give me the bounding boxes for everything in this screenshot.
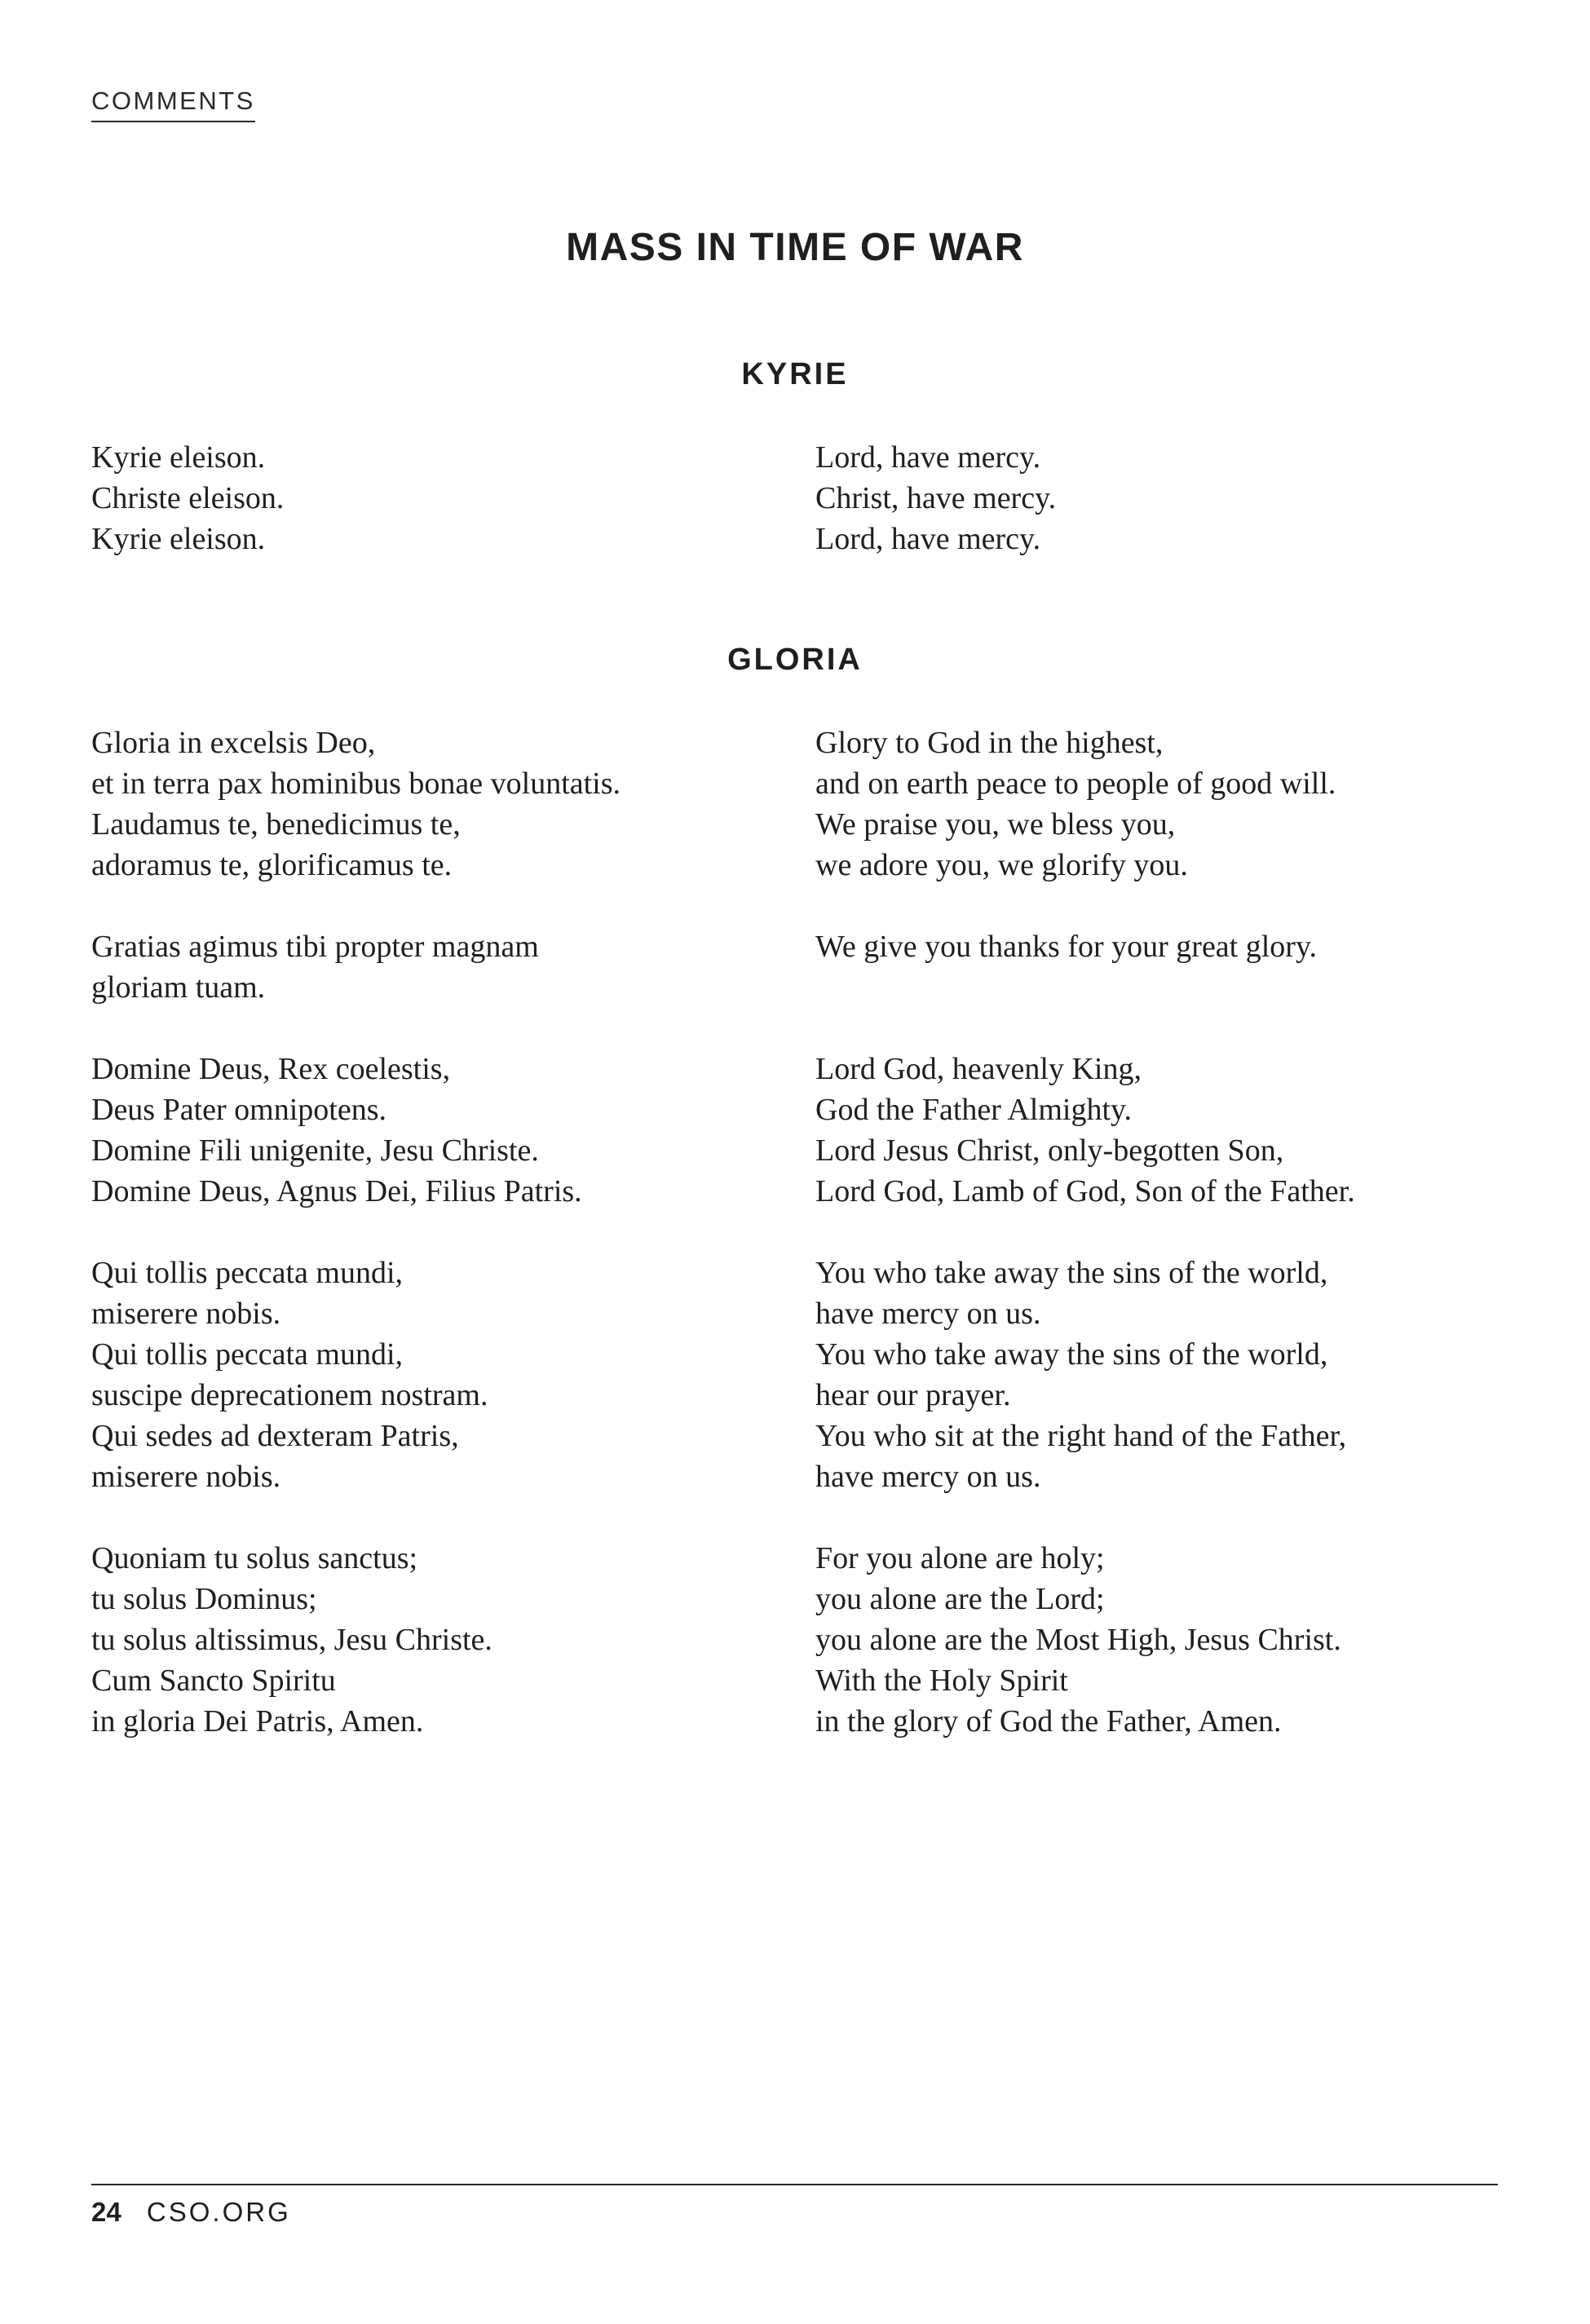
page-title: MASS IN TIME OF WAR bbox=[566, 226, 1024, 269]
gloria-latin-line: Qui tollis peccata mundi, bbox=[91, 1256, 404, 1290]
gloria-latin-line: suscipe deprecationem nostram. bbox=[91, 1378, 488, 1412]
gloria-latin-line bbox=[91, 1008, 793, 1049]
gloria-latin-line: Qui sedes ad dexteram Patris, bbox=[91, 1419, 459, 1453]
gloria-latin-line: Cum Sancto Spiritu bbox=[91, 1663, 336, 1698]
gloria-english-line bbox=[815, 1497, 1549, 1538]
gloria-english-line: You who sit at the right hand of the Father, bbox=[815, 1419, 1347, 1453]
gloria-latin-line: in gloria Dei Patris, Amen. bbox=[91, 1704, 424, 1739]
gloria-latin-line: adoramus te, glorificamus te. bbox=[91, 848, 453, 882]
gloria-latin-line: miserere nobis. bbox=[91, 1460, 281, 1494]
gloria-latin-line: tu solus Dominus; bbox=[91, 1582, 317, 1616]
kyrie-english-line: Lord, have mercy. bbox=[815, 440, 1041, 475]
gloria-english-line: you alone are the Lord; bbox=[815, 1582, 1105, 1616]
gloria-latin-text bbox=[91, 722, 793, 1742]
kyrie-latin-line: Christe eleison. bbox=[91, 481, 285, 515]
site-link[interactable]: CSO.ORG bbox=[146, 2197, 291, 2227]
gloria-english-line: have mercy on us. bbox=[815, 1460, 1041, 1494]
kyrie-english-line: Christ, have mercy. bbox=[815, 481, 1057, 515]
gloria-english-line: You who take away the sins of the world, bbox=[815, 1337, 1328, 1372]
kyrie-english-text bbox=[815, 437, 1549, 559]
gloria-english-line: God the Father Almighty. bbox=[815, 1093, 1133, 1127]
gloria-latin-line: Domine Deus, Agnus Dei, Filius Patris. bbox=[91, 1174, 582, 1208]
gloria-latin-line: Quoniam tu solus sanctus; bbox=[91, 1541, 418, 1575]
gloria-english-line: With the Holy Spirit bbox=[815, 1663, 1068, 1698]
gloria-latin-line: et in terra pax hominibus bonae voluntatis. bbox=[91, 767, 621, 801]
gloria-english-line: we adore you, we glorify you. bbox=[815, 848, 1188, 882]
gloria-english-line bbox=[815, 967, 1549, 1008]
gloria-latin-line: gloriam tuam. bbox=[91, 970, 266, 1005]
gloria-english-line: We give you thanks for your great glory. bbox=[815, 930, 1317, 964]
gloria-english-line: You who take away the sins of the world, bbox=[815, 1256, 1328, 1290]
gloria-english-line bbox=[815, 886, 1549, 926]
gloria-english-line: in the glory of God the Father, Amen. bbox=[815, 1704, 1282, 1739]
gloria-latin-line: Qui tollis peccata mundi, bbox=[91, 1337, 404, 1372]
page-number: 24 bbox=[91, 2197, 121, 2227]
gloria-latin-line bbox=[91, 1497, 793, 1538]
gloria-english-line: hear our prayer. bbox=[815, 1378, 1011, 1412]
kyrie-latin-line: Kyrie eleison. bbox=[91, 440, 266, 475]
gloria-latin-line: Deus Pater omnipotens. bbox=[91, 1093, 387, 1127]
kyrie-english-line: Lord, have mercy. bbox=[815, 522, 1041, 556]
gloria-english-line bbox=[815, 1212, 1549, 1253]
gloria-latin-line: Gloria in excelsis Deo, bbox=[91, 726, 376, 760]
gloria-english-line: Glory to God in the highest, bbox=[815, 726, 1164, 760]
kyrie-heading: KYRIE bbox=[741, 357, 849, 391]
gloria-english-line: For you alone are holy; bbox=[815, 1541, 1105, 1575]
gloria-english-line: Lord Jesus Christ, only-begotten Son, bbox=[815, 1133, 1284, 1168]
gloria-latin-line bbox=[91, 886, 793, 926]
gloria-latin-line bbox=[91, 1212, 793, 1253]
kyrie-latin-line: Kyrie eleison. bbox=[91, 522, 266, 556]
gloria-english-line bbox=[815, 1008, 1549, 1049]
gloria-english-line: have mercy on us. bbox=[815, 1297, 1041, 1331]
gloria-latin-line: Domine Fili unigenite, Jesu Christe. bbox=[91, 1133, 539, 1168]
gloria-latin-line: Gratias agimus tibi propter magnam bbox=[91, 930, 539, 964]
gloria-english-line: Lord God, heavenly King, bbox=[815, 1052, 1142, 1086]
gloria-english-line: Lord God, Lamb of God, Son of the Father. bbox=[815, 1174, 1355, 1208]
gloria-latin-line: Domine Deus, Rex coelestis, bbox=[91, 1052, 451, 1086]
gloria-english-line: We praise you, we bless you, bbox=[815, 807, 1176, 842]
footer bbox=[91, 2197, 291, 2228]
gloria-english-line: you alone are the Most High, Jesus Christ. bbox=[815, 1623, 1341, 1657]
gloria-latin-line: Laudamus te, benedicimus te, bbox=[91, 807, 461, 842]
gloria-heading: GLORIA bbox=[727, 643, 863, 677]
gloria-english-line: and on earth peace to people of good will. bbox=[815, 767, 1336, 801]
kyrie-latin-text bbox=[91, 437, 793, 559]
gloria-latin-line: miserere nobis. bbox=[91, 1297, 281, 1331]
gloria-latin-line: tu solus altissimus, Jesu Christe. bbox=[91, 1623, 492, 1657]
gloria-english-text bbox=[815, 722, 1549, 1742]
section-label: COMMENTS bbox=[91, 86, 255, 122]
footer-divider bbox=[91, 2184, 1498, 2185]
